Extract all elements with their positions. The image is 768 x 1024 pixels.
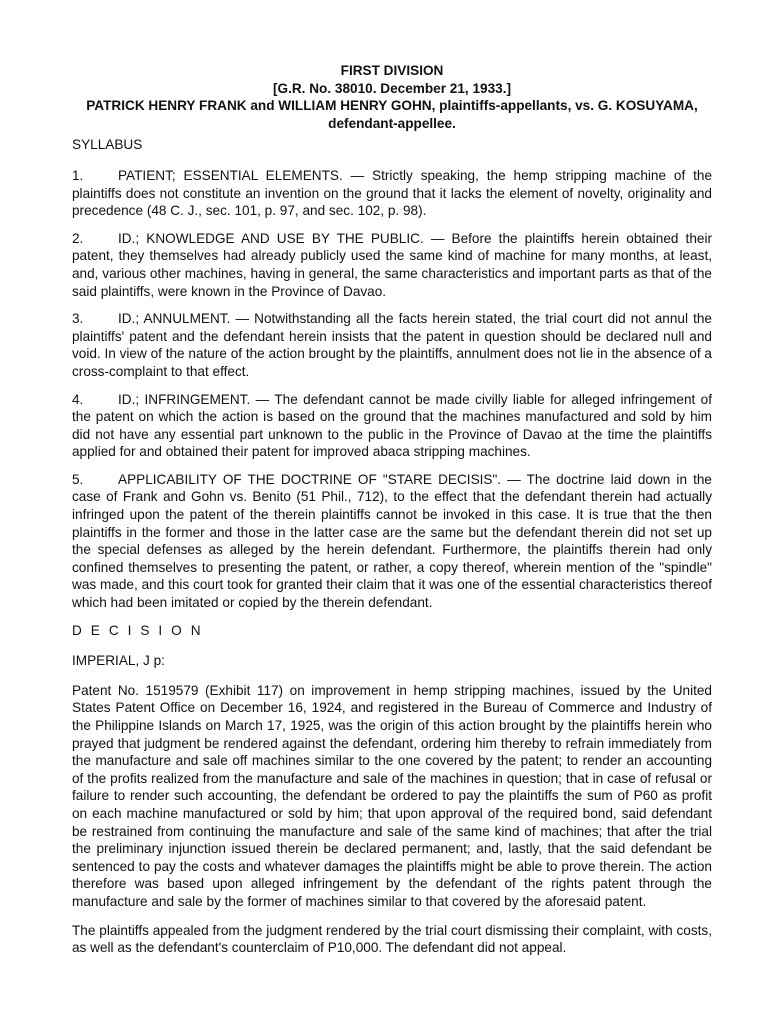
- case-header: [72, 62, 712, 132]
- syllabus-item-text: PATIENT; ESSENTIAL ELEMENTS. — Strictly speaking, the hemp stripping machine of the plaintiffs does not constitute an invention on the ground that it lacks the element of novelty, originality and precedence (48 C. J., sec. 101, p. 97, and sec. 102, p. 98).: [72, 167, 712, 219]
- decision-paragraph-1: Patent No. 1519579 (Exhibit 117) on improvement in hemp stripping machines, issued by the United States Patent Office on December 16, 1924, and registered in the Bureau of Commerce and Industry of the Philippine Islands on March 17, 1925, was the origin of this action brought by the plaintiffs herein who prayed that judgment be rendered against the defendant, ordering him thereby to refrain immediately from the manufacture and sale off machines similar to the one covered by the patent; to render an accounting of the profits realized from the manufacture and sale of the machines in question; that in case of refusal or failure to render such accounting, the defendant be ordered to pay the plaintiffs the sum of P60 as profit on each machine manufactured or sold by him; that upon approval of the required bond, said defendant be restrained from continuing the manufacture and sale of the same kind of machines; that after the trial the preliminary injunction issued therein be declared permanent; and, lastly, that the said defendant be sentenced to pay the costs and whatever damages the plaintiffs might be able to prove therein. The action therefore was based upon alleged infringement by the defendant of the rights patent through the manufacture and sale by the former of machines similar to that covered by the aforesaid patent.: [72, 682, 712, 909]
- syllabus-item-text: ID.; KNOWLEDGE AND USE BY THE PUBLIC. — Before the plaintiffs herein obtained their patent, they themselves had already publicly used the same kind of machine for many months, at least, and, various other machines, having in general, the same characteristics and important parts as that of the said plaintiffs, were known in the Province of Davao.: [72, 230, 712, 299]
- decision-heading: D E C I S I O N: [72, 622, 204, 638]
- syllabus-item-number: 2.: [72, 230, 84, 246]
- decision-paragraph-2: The plaintiffs appealed from the judgment rendered by the trial court dismissing their complaint, with costs, as well as the defendant's counterclaim of P10,000. The defendant did not appeal.: [72, 922, 712, 956]
- syllabus-item-3: [72, 310, 712, 380]
- document-page: [72, 62, 712, 968]
- division-title: FIRST DIVISION: [340, 63, 444, 78]
- syllabus-item-number: 5.: [72, 471, 84, 487]
- syllabus-item-number: 3.: [72, 311, 84, 327]
- syllabus-item-number: 4.: [72, 391, 84, 407]
- syllabus-item-number: 1.: [72, 167, 84, 183]
- syllabus-item-4: [72, 391, 712, 461]
- syllabus-item-text: ID.; INFRINGEMENT. — The defendant cannot be made civilly liable for alleged infringement of the patent on which the action is based on the ground that the machines manufactured and sold by him did not have any essential part unknown to the public in the Province of Davao at the time the plaintiffs applied for and obtained their patent for improved abaca stripping machines.: [72, 391, 712, 460]
- syllabus-item-text: APPLICABILITY OF THE DOCTRINE OF "STARE DECISIS". — The doctrine laid down in the case of Frank and Gohn vs. Benito (51 Phil., 712), to the effect that the defendant therein had actually infringed upon the patent of the therein plaintiffs cannot be invoked in this case. It is true that the then plaintiffs in the former and those in the latter case are the same but the defendant therein did not set up the special defenses as alleged by the herein defendant. Furthermore, the plaintiffs therein had only confined themselves to presenting the patent, or rather, a copy thereof, wherein mention of the "spindle" was made, and this court took for granted their claim that it was one of the essential characteristics thereof which had been imitated or copied by the therein defendant.: [72, 471, 712, 611]
- syllabus-item-5: [72, 471, 712, 612]
- syllabus-item-1: [72, 167, 712, 220]
- ponente-line: IMPERIAL, J p:: [72, 653, 165, 669]
- syllabus-heading: SYLLABUS: [72, 137, 143, 153]
- case-parties-line-2: defendant-appellee.: [328, 115, 456, 131]
- case-parties-line-1: PATRICK HENRY FRANK and WILLIAM HENRY GOHN, plaintiffs-appellants, vs. G. KOSUYAMA,: [86, 98, 698, 114]
- case-number: [G.R. No. 38010. December 21, 1933.]: [272, 80, 511, 96]
- syllabus-item-2: [72, 230, 712, 300]
- syllabus-item-text: ID.; ANNULMENT. — Notwithstanding all the facts herein stated, the trial court did not annul the plaintiffs' patent and the defendant herein insists that the patent in question should be declared null and void. In view of the nature of the action brought by the plaintiffs, annulment does not lie in the absence of a cross-complaint to that effect.: [72, 311, 712, 379]
